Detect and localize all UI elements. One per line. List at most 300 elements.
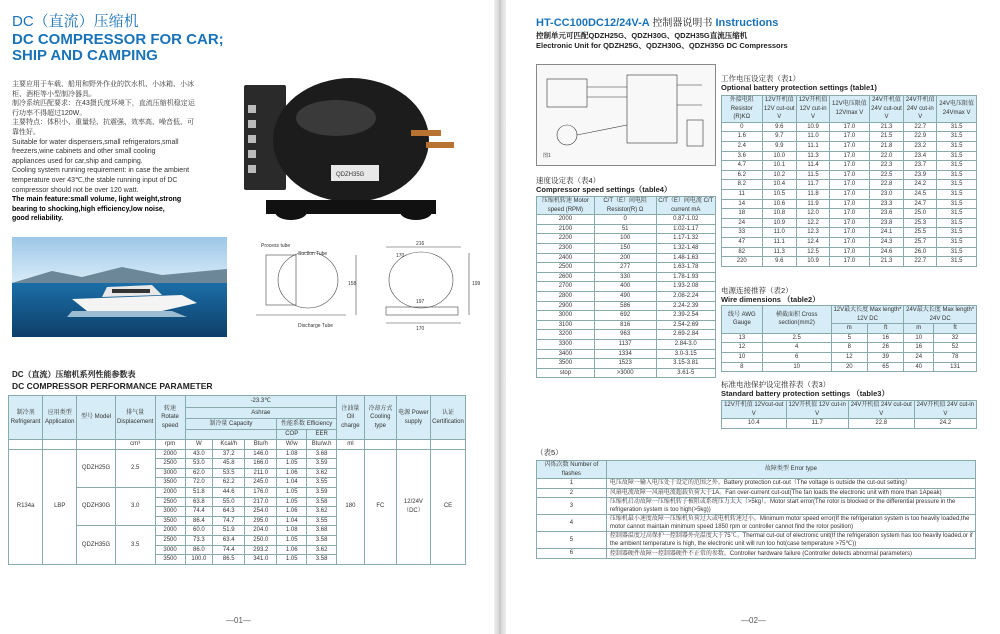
table-cell: 11.1	[762, 237, 797, 247]
table-cell: 8	[831, 343, 867, 353]
discharge-tube-label: Discharge Tube	[298, 323, 334, 329]
table-cell: 6	[762, 352, 831, 362]
table-cell: 22.0	[869, 151, 904, 161]
table-cell: 11.7	[797, 180, 830, 190]
table-cell: 10.9	[797, 257, 830, 267]
table-cell: 17.0	[830, 199, 870, 209]
right-title: HT-CC100DC12/24V-A 控制器说明书 Instructions	[536, 17, 779, 29]
value-cell: 100.0	[185, 555, 213, 565]
table-cell: 3100	[537, 320, 595, 330]
value-cell: 53.0	[185, 459, 213, 469]
table2-title-en: Wire dimensions （table2）	[721, 295, 820, 304]
table-cell: 10	[904, 333, 934, 343]
table-cell: 277	[594, 263, 656, 273]
table-row	[722, 257, 977, 267]
table-cell: 1523	[594, 359, 656, 369]
value-cell: 3500	[155, 555, 185, 565]
intro-text: 主要应用于车载、船用和野外作业的饮水机、小冰箱、小冰 柜、酒柜等小型制冷器具。 制冷系统匹配要求：在43摄氏度环境下，直流压缩机稳定运 行功率不得超过120W。 主要特点：体积小、重量轻、抗震强、效率高、噪音低、可 靠性好。 Suitable for water dispensers,small refrigerators,small freezers,wine cabinets and other small cooling appliances used for car,ship and camping. Cooling system running requirement: in case the ambient temperature over 43℃,the stable running input of DC compressor should not be over 120 watt. The main feature:small volume, light weight,strong bearing to shocking,high efficiency,low noise, good reliability.	[12, 81, 195, 223]
table-row	[537, 311, 716, 321]
table2-title-cn: 电源连接推荐（表2）	[721, 286, 793, 295]
compressor-photo	[236, 70, 476, 230]
value-cell: 63.8	[185, 497, 213, 507]
table-cell: 31.5	[937, 209, 977, 219]
error-type-cell: 电压故障一输入电压处于设定的范围之外。Battery protection cut-out（The voltage is outside the cut-out setting）	[606, 479, 975, 489]
value-cell: 1.05	[277, 555, 307, 565]
oil-cell: 180	[337, 449, 365, 564]
value-cell: 245.0	[245, 478, 277, 488]
value-cell: 2500	[155, 459, 185, 469]
table-row	[722, 132, 977, 142]
table-cell: 11.3	[762, 247, 797, 257]
table-cell: 400	[594, 282, 656, 292]
value-cell: 211.0	[245, 468, 277, 478]
table-cell: 11.9	[797, 199, 830, 209]
suction-tube-label: Suction Tube	[298, 251, 328, 257]
value-cell: 3.62	[307, 507, 337, 517]
value-cell: 3.68	[307, 449, 337, 459]
table-cell: 11.1	[797, 141, 830, 151]
table-cell: 17.0	[830, 247, 870, 257]
table-cell: 39	[867, 352, 903, 362]
displacement-cell: 3.0	[115, 487, 155, 525]
table-cell: 23.9	[904, 170, 937, 180]
table-cell: 40	[904, 362, 934, 372]
left-title-en-1: DC COMPRESSOR FOR CAR;	[12, 31, 224, 48]
svg-text:170: 170	[416, 326, 425, 332]
table-cell: 10.4	[762, 180, 797, 190]
table-cell: 31.5	[937, 141, 977, 151]
table-row	[537, 330, 716, 340]
table-cell: 2700	[537, 282, 595, 292]
value-cell: 3.58	[307, 555, 337, 565]
table-cell: 24.6	[869, 247, 904, 257]
column-header: 压缩机转速 Motor speed (RPM)	[537, 197, 595, 215]
table-cell: 1.6	[722, 132, 763, 142]
value-cell: 63.4	[213, 535, 245, 545]
svg-text:170: 170	[396, 253, 405, 259]
cooling-cell: FC	[364, 449, 396, 564]
table-row	[722, 333, 977, 343]
table-cell: 31.5	[937, 122, 977, 132]
table-cell: 31.5	[937, 180, 977, 190]
cert-cell: CE	[430, 449, 465, 564]
table-cell: 10	[762, 362, 831, 372]
column-header: C/T（E）间电阻 Resistor(R) Ω	[594, 197, 656, 215]
table-row	[537, 291, 716, 301]
table-row	[537, 488, 976, 498]
column-header: 24V开机值 24V cut-in V	[904, 96, 937, 123]
table-row	[537, 272, 716, 282]
table-cell: 2500	[537, 263, 595, 273]
flash-count-cell: 4	[537, 515, 607, 532]
table-cell: 100	[594, 234, 656, 244]
dimension-drawing	[236, 235, 486, 335]
table-cell: 31.5	[937, 189, 977, 199]
table-cell: 1.48-1.63	[656, 253, 715, 263]
table-cell: 16	[867, 333, 903, 343]
table-cell: 11	[722, 189, 763, 199]
table-cell: 9.6	[762, 122, 797, 132]
wire-dimensions-table: 线号 AWG Gauge 横截面积 Cross section(mm2) 12V最大长度 Max length* 12V DC 24V最大长度 Max length* 24V DC m ft m ft 13 2.5 5 16 10 32 12 4 8 26 16 52 10 6 12 39 24 78 8 10 20 65 40 131	[721, 305, 977, 372]
table-cell: 25.7	[904, 237, 937, 247]
value-cell: 295.0	[245, 516, 277, 526]
svg-text:158: 158	[348, 281, 357, 287]
flash-count-cell: 1	[537, 479, 607, 489]
table-cell: 2.4	[722, 141, 763, 151]
value-cell: 72.0	[185, 478, 213, 488]
table-row	[722, 209, 977, 219]
flash-count-cell: 5	[537, 532, 607, 549]
table-cell: 11.5	[797, 170, 830, 180]
table-cell: 51	[594, 224, 656, 234]
table-cell: 21.5	[869, 132, 904, 142]
value-cell: 43.0	[185, 449, 213, 459]
table-cell: stop	[537, 368, 595, 378]
value-cell: 74.7	[213, 516, 245, 526]
table-cell: 18	[722, 209, 763, 219]
table-cell: 10.6	[762, 199, 797, 209]
table-cell: 17.0	[830, 209, 870, 219]
refrigerant-cell: R134a	[9, 449, 43, 564]
table-cell: 9.6	[762, 257, 797, 267]
table-row	[537, 532, 976, 549]
value-cell: 146.0	[245, 449, 277, 459]
table-cell: 1.17-1.32	[656, 234, 715, 244]
table-cell: 2.39-2.54	[656, 311, 715, 321]
speed-settings-table	[536, 196, 716, 378]
value-cell: 1.05	[277, 497, 307, 507]
table-row	[537, 234, 716, 244]
table-cell: 4	[762, 343, 831, 353]
table-cell: 22.8	[869, 180, 904, 190]
value-cell: 1.08	[277, 449, 307, 459]
table-cell: 220	[722, 257, 763, 267]
value-cell: 3000	[155, 545, 185, 555]
table-cell: 23.8	[869, 218, 904, 228]
column-header: 12V开机值 12V cut-out V	[762, 96, 797, 123]
left-title-cn: DC（直流）压缩机	[12, 13, 139, 30]
table-cell: 11.8	[797, 189, 830, 199]
value-cell: 3500	[155, 478, 185, 488]
table-cell: 9.7	[762, 132, 797, 142]
table-cell: 330	[594, 272, 656, 282]
table-cell: 33	[722, 228, 763, 238]
table-cell: 9.9	[762, 141, 797, 151]
displacement-cell: 3.5	[115, 526, 155, 564]
value-cell: 62.2	[213, 478, 245, 488]
table-cell: 2.69-2.84	[656, 330, 715, 340]
table3-title-cn: 标准电池保护设定推荐表（表3）	[721, 380, 831, 389]
value-cell: 1.04	[277, 478, 307, 488]
table-row	[722, 218, 977, 228]
table-cell: 2900	[537, 301, 595, 311]
table3-title-en: Standard battery protection settings （table3）	[721, 389, 889, 398]
value-cell: 204.0	[245, 526, 277, 536]
svg-text:216: 216	[416, 241, 425, 247]
table-row	[537, 368, 716, 378]
table-cell: 3.61-5	[656, 368, 715, 378]
table-row	[537, 339, 716, 349]
table-cell: 47	[722, 237, 763, 247]
value-cell: 51.9	[213, 526, 245, 536]
table-cell: 26	[867, 343, 903, 353]
table-cell: 10.9	[797, 122, 830, 132]
value-cell: 45.8	[213, 459, 245, 469]
table-cell: 31.5	[937, 161, 977, 171]
table-cell: 24	[722, 218, 763, 228]
value-cell: 1.06	[277, 468, 307, 478]
value-cell: 74.4	[185, 507, 213, 517]
table-row	[722, 151, 977, 161]
table-cell: 2600	[537, 272, 595, 282]
table-cell: 24	[904, 352, 934, 362]
table-cell: 150	[594, 243, 656, 253]
column-header: 12V开机值 12V cut-in V	[797, 96, 830, 123]
table-cell: 21.3	[869, 257, 904, 267]
table-cell: 17.0	[830, 161, 870, 171]
standard-battery-table: 12V开机值 12Vcut-out V 12V开机值 12V cut-in V 24V开机值 24V cut-out V 24V开机值 24V cut-in V 10.4 11.7 22.8 24.2	[721, 400, 977, 429]
table-cell: 6.2	[722, 170, 763, 180]
table-row	[537, 263, 716, 273]
table-cell: 17.0	[830, 228, 870, 238]
table-cell: 816	[594, 320, 656, 330]
table-row	[537, 349, 716, 359]
value-cell: 73.3	[185, 535, 213, 545]
table4-title-en: Compressor speed settings（table4）	[536, 185, 672, 194]
battery-settings-table	[721, 95, 977, 267]
table-cell: 23.0	[869, 189, 904, 199]
table-row	[722, 189, 977, 199]
table-cell: 200	[594, 253, 656, 263]
table-cell: 82	[722, 247, 763, 257]
value-cell: 293.2	[245, 545, 277, 555]
table-cell: 3.0-3.15	[656, 349, 715, 359]
right-subtitle-cn: 控制单元可匹配QDZH25G、QDZH30G、QDZH35G直流压缩机	[536, 31, 748, 40]
table-cell: 10.8	[762, 209, 797, 219]
table1-title-en: Optional battery protection settings (table1)	[721, 83, 877, 92]
value-cell: 1.05	[277, 487, 307, 497]
table-cell: 23.6	[869, 209, 904, 219]
table-row	[722, 141, 977, 151]
right-page	[506, 0, 1000, 634]
table-cell: 1.93-2.08	[656, 282, 715, 292]
table-cell: 1.78-1.93	[656, 272, 715, 282]
table-cell: 31.5	[937, 218, 977, 228]
table-cell: 2.84-3.0	[656, 339, 715, 349]
table-cell: 31.5	[937, 170, 977, 180]
table-cell: 11.0	[797, 132, 830, 142]
table-cell: 31.5	[937, 237, 977, 247]
table-cell: 1.32-1.48	[656, 243, 715, 253]
value-cell: 60.0	[185, 526, 213, 536]
table-cell: 23.7	[904, 161, 937, 171]
table-cell: 12.3	[797, 228, 830, 238]
table-cell: 24.7	[904, 199, 937, 209]
table-cell: 22.3	[869, 161, 904, 171]
table-cell: 5	[831, 333, 867, 343]
table-row	[722, 161, 977, 171]
table-row	[722, 170, 977, 180]
value-cell: 1.06	[277, 545, 307, 555]
table-row	[537, 282, 716, 292]
table-cell: 12	[831, 352, 867, 362]
table-cell: 2.24-2.39	[656, 301, 715, 311]
table-cell: 963	[594, 330, 656, 340]
column-header: C/T（E）间电流 C/T current mA	[656, 197, 715, 215]
value-cell: 341.0	[245, 555, 277, 565]
table-cell: 17.0	[830, 189, 870, 199]
value-cell: 254.0	[245, 507, 277, 517]
table-cell: 22.9	[904, 132, 937, 142]
value-cell: 2500	[155, 535, 185, 545]
table-cell: 13	[722, 333, 763, 343]
displacement-cell: 2.5	[115, 449, 155, 487]
table-cell: 2400	[537, 253, 595, 263]
svg-text:199: 199	[472, 281, 481, 287]
application-cell: LBP	[43, 449, 77, 564]
table-cell: 17.0	[830, 122, 870, 132]
value-cell: 2500	[155, 497, 185, 507]
value-cell: 86.4	[185, 516, 213, 526]
table-cell: 24.5	[904, 189, 937, 199]
table-cell: 17.0	[830, 141, 870, 151]
value-cell: 3.59	[307, 459, 337, 469]
table-cell: 23.2	[904, 141, 937, 151]
boat-photo	[12, 237, 227, 337]
value-cell: 2000	[155, 449, 185, 459]
table-cell: 78	[934, 352, 977, 362]
table4-title-cn: 速度设定表（表4）	[536, 176, 601, 185]
table-row	[537, 320, 716, 330]
table-cell: 2300	[537, 243, 595, 253]
value-cell: 51.8	[185, 487, 213, 497]
value-cell: 64.3	[213, 507, 245, 517]
value-cell: 55.0	[213, 497, 245, 507]
table-cell: 31.5	[937, 247, 977, 257]
table-cell: 0	[594, 215, 656, 225]
value-cell: 166.0	[245, 459, 277, 469]
table5-title: （表5）	[536, 448, 563, 457]
value-cell: 3000	[155, 507, 185, 517]
table-cell: 32	[934, 333, 977, 343]
table-cell: 3400	[537, 349, 595, 359]
table-cell: 31.5	[937, 132, 977, 142]
model-cell: QDZH30G	[77, 487, 115, 525]
figure-label: 图1	[543, 153, 551, 159]
table-cell: 0.87-1.02	[656, 215, 715, 225]
value-cell: 86.0	[185, 545, 213, 555]
table-cell: 17.0	[830, 237, 870, 247]
column-header: 外接电阻 Resistor (R)KΩ	[722, 96, 763, 123]
table-cell: 26.0	[904, 247, 937, 257]
table-cell: 3200	[537, 330, 595, 340]
value-cell: 1.06	[277, 507, 307, 517]
performance-table: 制冷剂 Refrigerant 应用类型 Application 型号 Model 排气量 Displacement 转速 Rotate speed -23.3℃ 注油量 Oil charge 冷却方式 Cooling type 电源 Power supply 认证 Certification Ashrae 制冷量 Capacity 性能系数 Efficiency COP EER cm³ rpm W Kcal/h Btu/h W/w Btu/w.h ml R134a LBP QDZH25G 2.5 2000 43.0 37.2 146.0 1.08 3.68 180 FC 12/24V（DC） CE 2500 53.0 45.8 166.0 1.05 3.59 3000 62.0 53.5 211.0 1.06 3.62 3500 72.0 62.2 245.0 1.04 3.55 QDZH30G 3.0 2000 51.8 44.6 176.0 1.05 3.59 2500 63.8 55.0 217.0 1.05 3.58 3000 74.4 64.3 254.0 1.06 3.62 3500 86.4 74.7 295.0 1.04 3.55 QDZH35G 3.5 2000 60.0 51.9 204.0 1.08 3.68 2500 73.3 63.4 250.0 1.05 3.58 3000 86.0 74.4 293.2 1.06 3.62 3500 100.0 86.5 341.0 1.05 3.58	[8, 395, 466, 565]
table-cell: 65	[867, 362, 903, 372]
table-cell: 692	[594, 311, 656, 321]
table-cell: 10.5	[762, 189, 797, 199]
table-row	[537, 301, 716, 311]
table-cell: 12.0	[797, 209, 830, 219]
table-cell: 3300	[537, 339, 595, 349]
table-cell: 23.3	[869, 199, 904, 209]
column-header: 24V电压限值 24Vmax V	[937, 96, 977, 123]
table-cell: 31.5	[937, 228, 977, 238]
table-cell: 12.2	[797, 218, 830, 228]
value-cell: 250.0	[245, 535, 277, 545]
error-type-cell: 压缩机启动故障一压缩机转子被阻或系统压力太大（>5kg）。Motor start error(The rotor is blocked or the differential pressure in the refrigeration system is too high(>5kg))	[606, 498, 975, 515]
table-cell: 3.15-3.81	[656, 359, 715, 369]
wiring-diagram	[536, 64, 716, 166]
table-cell: 24.2	[904, 180, 937, 190]
table-cell: 10.2	[762, 170, 797, 180]
value-cell: 3000	[155, 468, 185, 478]
error-type-cell: 控制器硬件故障一控制器硬件不正常的参数。Controller hardware failure (Controller detects abnormal parameters)	[606, 549, 975, 559]
table-row	[722, 199, 977, 209]
table-cell: 10.0	[762, 151, 797, 161]
table-cell: 2.5	[762, 333, 831, 343]
error-type-cell: 风扇电流故障一风扇电流超载负荷大于1A。Fan over-current cut-out(The fan loads the electronic unit with more than 1Apeak)	[606, 488, 975, 498]
table-row	[537, 359, 716, 369]
value-cell: 62.0	[185, 468, 213, 478]
value-cell: 3.55	[307, 516, 337, 526]
value-cell: 3.68	[307, 526, 337, 536]
table-row	[537, 549, 976, 559]
page-number-left: —01—	[226, 616, 251, 625]
value-cell: 1.08	[277, 526, 307, 536]
table-row	[537, 224, 716, 234]
value-cell: 86.5	[213, 555, 245, 565]
table-cell: 25.0	[904, 209, 937, 219]
right-subtitle-en: Electronic Unit for QDZH25G、QDZH30G、QDZH35G DC Compressors	[536, 41, 788, 50]
table-cell: 17.0	[830, 132, 870, 142]
table-cell: 0	[722, 122, 763, 132]
table-row	[537, 215, 716, 225]
table-cell: 21.3	[869, 122, 904, 132]
value-cell: 3500	[155, 516, 185, 526]
table-cell: 22.7	[904, 122, 937, 132]
compressor-label: QDZH35G	[336, 172, 365, 178]
table-row	[537, 243, 716, 253]
table-cell: 2.08-2.24	[656, 291, 715, 301]
process-tube-label: Process tube	[261, 243, 291, 249]
table-cell: 2200	[537, 234, 595, 244]
table-cell: 17.0	[830, 151, 870, 161]
table-row	[537, 253, 716, 263]
table-cell: 10	[722, 352, 763, 362]
table-row	[722, 352, 977, 362]
table-cell: 12.5	[797, 247, 830, 257]
value-cell: 3.59	[307, 487, 337, 497]
value-cell: 37.2	[213, 449, 245, 459]
table-cell: 17.0	[830, 257, 870, 267]
table-cell: 17.0	[830, 180, 870, 190]
table1-title-cn: 工作电压设定表（表1）	[721, 74, 801, 83]
table-cell: 12	[722, 343, 763, 353]
table-row	[722, 228, 977, 238]
value-cell: 44.6	[213, 487, 245, 497]
table-cell: 1.02-1.17	[656, 224, 715, 234]
table-cell: 22.5	[869, 170, 904, 180]
value-cell: 1.05	[277, 459, 307, 469]
table-cell: 2800	[537, 291, 595, 301]
value-cell: 176.0	[245, 487, 277, 497]
table-cell: 31.5	[937, 151, 977, 161]
error-codes-table: 闪烁次数 Number of flashes 故障类型 Error type 1 电压故障一输入电压处于设定的范围之外。Battery protection cut-out（The voltage is outside the cut-out setting） 2 风扇电流故障一风扇电流超载负荷大于1A。Fan over-current cut-out(The fan loads the electronic unit with more than 1Apeak) 3 压缩机启动故障一压缩机转子被阻或系统压力太大（>5kg）。Motor start error(The rotor is blocked or the differential pressure in the refrigeration system is too high(>5kg)) 4 压缩机最小速度故障一压缩机负荷过大或电机转速过小。Minimum motor speed error(If the refrigeration system is too heavily loaded,the motor cannot maintain minimum speed 1850 rpm or controller cannot find the rotor position) 5 控制器温度过高保护一控制器外壳温度大于75℃。Thermal cut-out of electronic unit(If the refrigeration system has too heavily loaded,or if the ambient temperature is high, the electronic unit will run too hot(case temperature >75℃)) 6 控制器硬件故障一控制器硬件不正常的参数。Controller hardware failure (Controller detects abnormal parameters)	[536, 460, 976, 559]
table-cell: 1.63-1.78	[656, 263, 715, 273]
value-cell: 2000	[155, 526, 185, 536]
value-cell: 74.4	[213, 545, 245, 555]
